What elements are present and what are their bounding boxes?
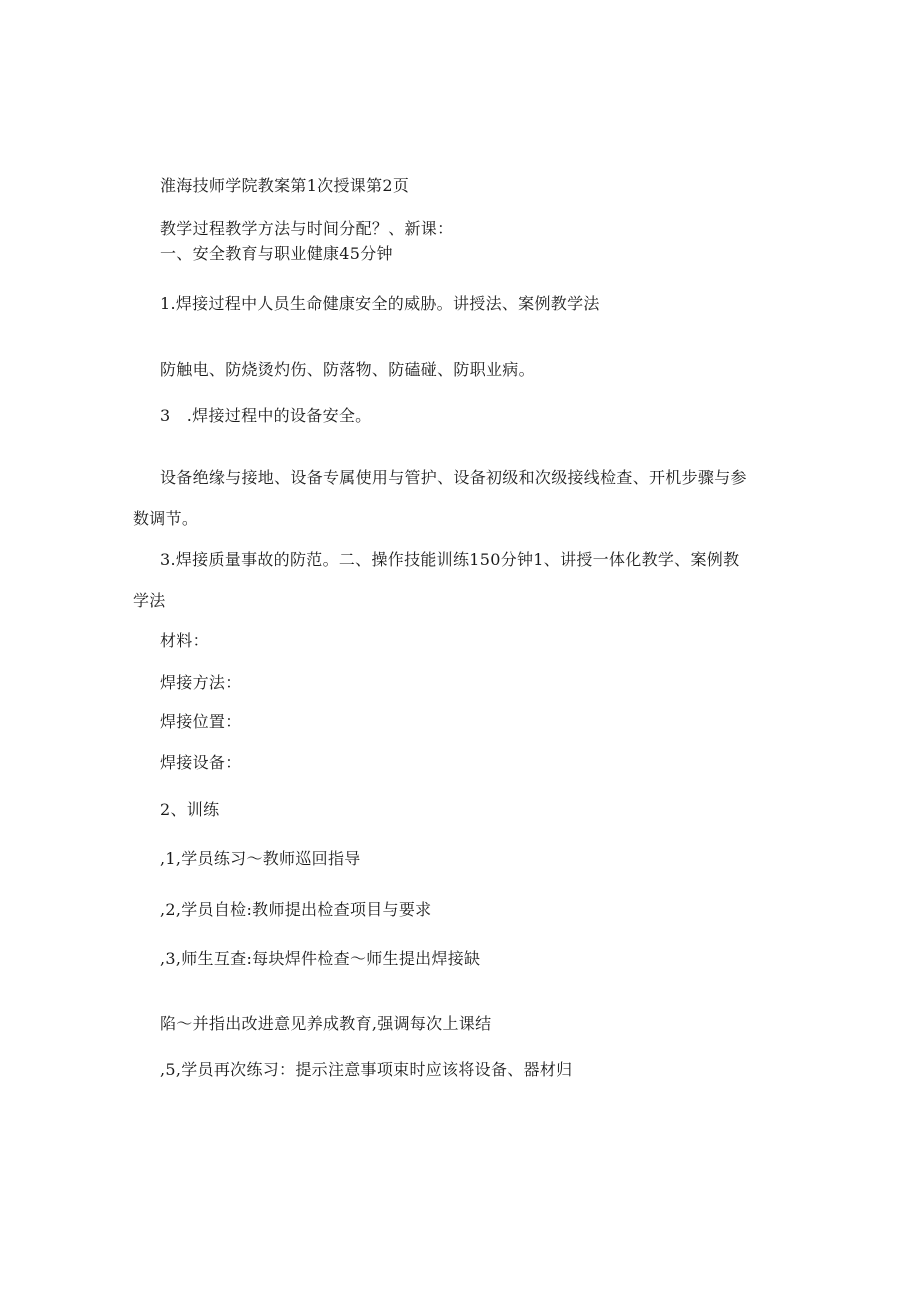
text-line: ,5,学员再次练习：提示注意事项束时应该将设备、器材归 (160, 1060, 573, 1079)
document-header: 淮海技师学院教案第1次授课第2页 (160, 176, 410, 195)
text-line: 防触电、防烧烫灼伤、防落物、防磕碰、防职业病。 (160, 360, 535, 379)
text-line: 学法 (133, 591, 166, 610)
section-heading: 一、安全教育与职业健康45分钟 (160, 244, 393, 263)
text-line: 3.焊接质量事故的防范。二、操作技能训练150分钟1、讲授一体化教学、案例教 (160, 550, 740, 569)
text-line: 焊接位置： (160, 712, 242, 731)
text-line: 3 .焊接过程中的设备安全。 (160, 406, 372, 425)
text-line: 2、训练 (160, 800, 220, 819)
text-line: 陷～并指出改进意见养成教育,强调每次上课结 (160, 1014, 492, 1033)
text-line: ,2,学员自检:教师提出检查项目与要求 (160, 900, 432, 919)
text-line: 焊接设备： (160, 753, 242, 772)
text-line: 教学过程教学方法与时间分配？、新课： (160, 219, 454, 238)
text-line: ,1,学员练习～教师巡回指导 (160, 849, 361, 868)
text-line: 设备绝缘与接地、设备专属使用与管护、设备初级和次级接线检查、开机步骤与参 (160, 468, 747, 487)
text-line: ,3,师生互查:每块焊件检查～师生提出焊接缺 (160, 949, 481, 968)
text-line: 焊接方法： (160, 673, 242, 692)
text-line: 数调节。 (133, 509, 199, 528)
text-line: 材料： (160, 631, 209, 650)
text-line: 1.焊接过程中人员生命健康安全的威胁。讲授法、案例教学法 (160, 294, 600, 313)
